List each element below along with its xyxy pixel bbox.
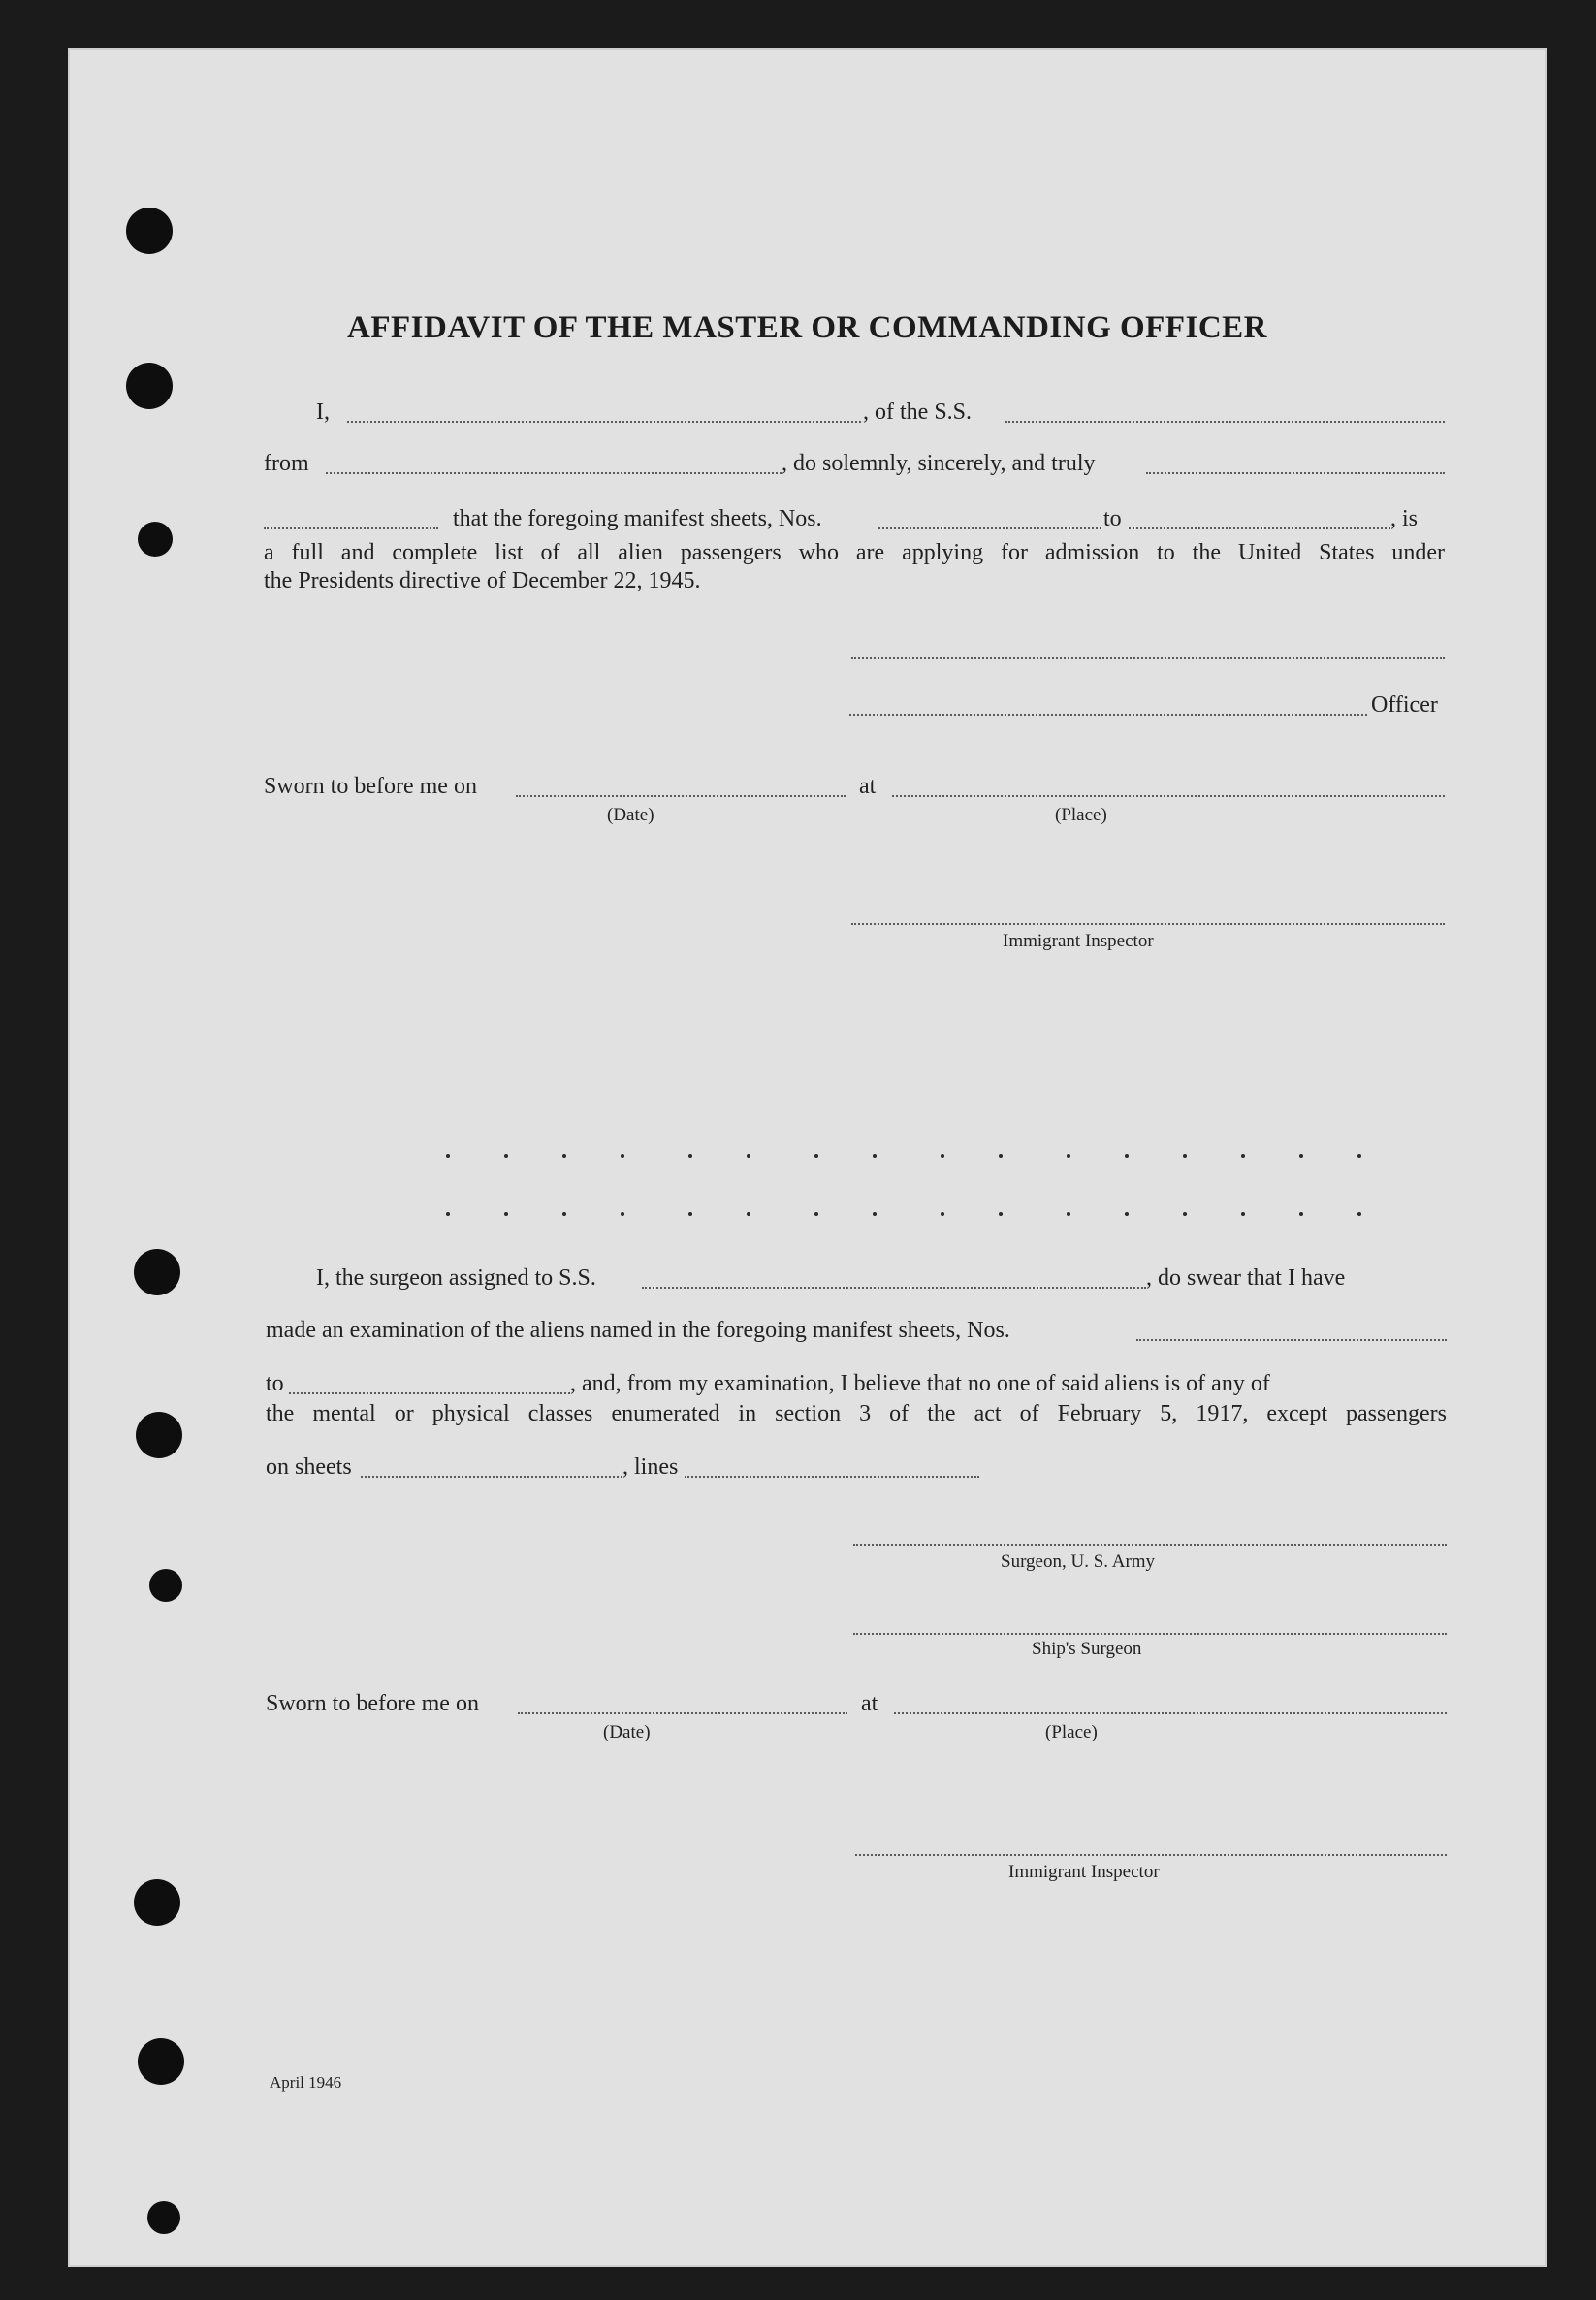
binder-hole xyxy=(134,1249,180,1295)
label-sworn: Sworn to before me on xyxy=(266,1691,479,1716)
label-do-swear: , do swear that I have xyxy=(1146,1265,1346,1291)
label-to: to xyxy=(266,1371,284,1396)
label-is: , is xyxy=(1390,506,1419,531)
oath-verb-field[interactable] xyxy=(264,527,438,529)
label-date: (Date) xyxy=(607,805,654,825)
except-lines-field[interactable] xyxy=(685,1476,979,1478)
surgeon-statement xyxy=(266,1399,1447,1429)
inspector-signature-line[interactable] xyxy=(851,923,1445,925)
statement-line: the mental or physical classes enumerated in section 3 of the act of February 5, 1917, except passengers xyxy=(266,1401,1447,1426)
label-at: at xyxy=(859,774,877,799)
surgeon-ship-field[interactable] xyxy=(642,1287,1146,1289)
label-to: to xyxy=(1103,506,1122,531)
ship-name-field[interactable] xyxy=(1005,421,1445,423)
officer-signature-line[interactable] xyxy=(849,714,1367,716)
page-title: AFFIDAVIT OF THE MASTER OR COMMANDING OFFICER xyxy=(347,310,1267,345)
exam-sheets-to-field[interactable] xyxy=(289,1392,570,1394)
manifest-to-field[interactable] xyxy=(1129,527,1390,529)
manifest-from-field[interactable] xyxy=(878,527,1101,529)
binder-hole xyxy=(126,208,173,254)
label-inspector: Immigrant Inspector xyxy=(1008,1862,1160,1882)
label-army-surgeon: Surgeon, U. S. Army xyxy=(1001,1551,1156,1572)
except-sheets-field[interactable] xyxy=(361,1476,622,1478)
label-inspector: Immigrant Inspector xyxy=(1003,931,1154,951)
label-ships-surgeon: Ship's Surgeon xyxy=(1032,1639,1142,1659)
surgeon-inspector-signature-line[interactable] xyxy=(855,1854,1447,1856)
label-lines: , lines xyxy=(622,1454,679,1480)
ships-surgeon-signature-line[interactable] xyxy=(853,1633,1447,1635)
master-statement xyxy=(264,538,1445,568)
surgeon-sworn-place-field[interactable] xyxy=(894,1712,1447,1714)
label-officer: Officer xyxy=(1371,692,1438,718)
label-surgeon-assigned: I, the surgeon assigned to S.S. xyxy=(316,1265,596,1291)
label-do-solemnly: , do solemnly, sincerely, and truly xyxy=(782,451,1096,476)
master-signature-line[interactable] xyxy=(851,657,1445,659)
army-surgeon-signature-line[interactable] xyxy=(853,1544,1447,1546)
binder-hole xyxy=(134,1879,180,1926)
label-examination: made an examination of the aliens named in the foregoing manifest sheets, Nos. xyxy=(266,1318,1010,1343)
label-place: (Place) xyxy=(1045,1722,1098,1742)
exam-sheets-from-field[interactable] xyxy=(1136,1339,1447,1341)
form-date: April 1946 xyxy=(270,2073,342,2092)
label-date: (Date) xyxy=(603,1722,651,1742)
label-at: at xyxy=(861,1691,878,1716)
label-i: I, xyxy=(316,399,330,425)
binder-hole xyxy=(138,2038,184,2085)
binder-hole xyxy=(126,363,173,409)
label-on-sheets: on sheets xyxy=(266,1454,352,1480)
label-place: (Place) xyxy=(1055,805,1107,825)
binder-hole xyxy=(147,2201,180,2234)
binder-hole xyxy=(136,1412,182,1458)
binder-hole xyxy=(149,1569,182,1602)
surgeon-sworn-date-field[interactable] xyxy=(518,1712,847,1714)
port-from-field[interactable] xyxy=(326,472,782,474)
statement-line: a full and complete list of all alien passengers who are applying for admission to the United States under xyxy=(264,540,1445,565)
oath-type-field[interactable] xyxy=(1146,472,1445,474)
label-of-ss: , of the S.S. xyxy=(863,399,973,425)
label-from: from xyxy=(264,451,309,476)
form-page xyxy=(68,48,1547,2267)
sworn-place-field[interactable] xyxy=(892,795,1445,797)
statement-line: the Presidents directive of December 22, 1945. xyxy=(264,568,701,593)
label-manifest: that the foregoing manifest sheets, Nos. xyxy=(453,506,822,531)
label-examination-result: , and, from my examination, I believe that no one of said aliens is of any of xyxy=(570,1371,1270,1396)
master-name-field[interactable] xyxy=(347,421,861,423)
binder-hole xyxy=(138,522,173,557)
sworn-date-field[interactable] xyxy=(516,795,846,797)
label-sworn: Sworn to before me on xyxy=(264,774,477,799)
